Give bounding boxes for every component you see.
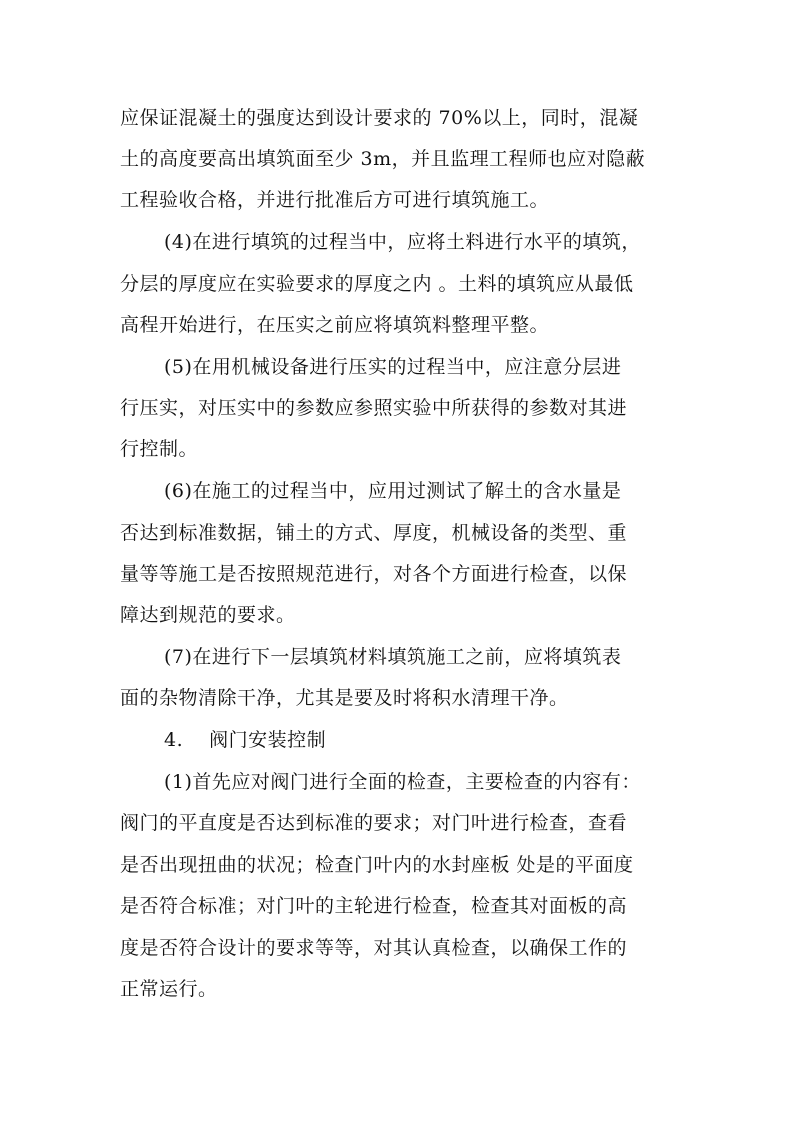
- paragraph-line: 障达到规范的要求。: [120, 604, 296, 626]
- paragraph-line: 工程验收合格，并进行批准后方可进行填筑施工。: [120, 189, 550, 211]
- paragraph-line: 正常运行。: [120, 978, 218, 1000]
- paragraph-line: 高程开始进行，在压实之前应将填筑料整理平整。: [120, 314, 550, 336]
- section-heading: 4. 阀门安装控制: [164, 729, 327, 751]
- paragraph-line: 否达到标准数据，铺土的方式、厚度，机械设备的类型、重: [120, 522, 628, 544]
- paragraph-line: (4)在进行填筑的过程当中，应将土料进行水平的填筑，: [164, 231, 641, 253]
- paragraph-line: 量等等施工是否按照规范进行，对各个方面进行检查，以保: [120, 563, 628, 585]
- paragraph-line: (5)在用机械设备进行压实的过程当中，应注意分层进: [164, 356, 622, 378]
- paragraph-line: 阀门的平直度是否达到标准的要求；对门叶进行检查，查看: [120, 812, 628, 834]
- paragraph-line: 面的杂物清除干净，尤其是要及时将积水清理干净。: [120, 687, 569, 709]
- paragraph-line: (7)在进行下一层填筑材料填筑施工之前，应将填筑表: [164, 646, 622, 668]
- paragraph-line: 是否出现扭曲的状况；检查门叶内的水封座板 处是的平面度: [120, 854, 634, 876]
- paragraph-line: 行压实，对压实中的参数应参照实验中所获得的参数对其进: [120, 397, 628, 419]
- paragraph-line: 应保证混凝土的强度达到设计要求的 70%以上，同时，混凝: [120, 107, 639, 129]
- paragraph-line: 行控制。: [120, 438, 199, 460]
- paragraph-line: 土的高度要高出填筑面至少 3m，并且监理工程师也应对隐蔽: [120, 148, 646, 170]
- paragraph-line: 分层的厚度应在实验要求的厚度之内 。土料的填筑应从最低: [120, 273, 634, 295]
- paragraph-line: (1)首先应对阀门进行全面的检查，主要检查的内容有：: [164, 771, 641, 793]
- paragraph-line: 度是否符合设计的要求等等，对其认真检查，以确保工作的: [120, 937, 628, 959]
- paragraph-line: (6)在施工的过程当中，应用过测试了解土的含水量是: [164, 480, 622, 502]
- paragraph-line: 是否符合标准；对门叶的主轮进行检查，检查其对面板的高: [120, 895, 628, 917]
